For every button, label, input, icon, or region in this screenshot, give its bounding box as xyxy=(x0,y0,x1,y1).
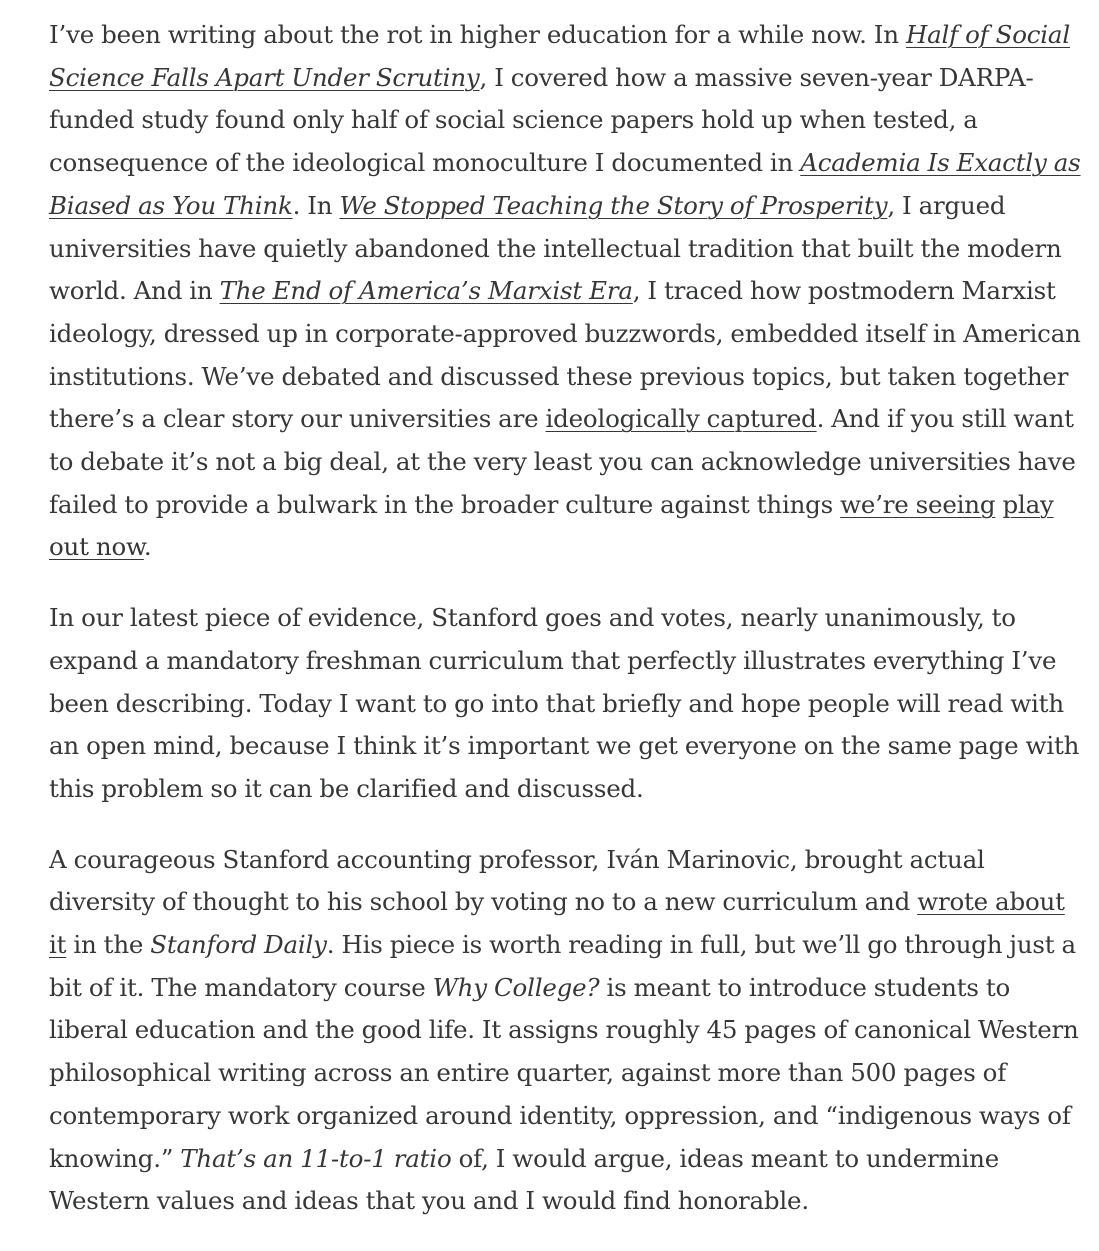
ratio-emphasis: That’s an 11-to-1 ratio xyxy=(180,1143,452,1173)
text-segment: . And if you still want to debate it’s not a big deal, at the very least you can acknowledge universities have failed to provide a bulwark in the broader culture against things xyxy=(49,404,1076,519)
text-segment: A courageous Stanford accounting professor, Iván Marinovic, brought actual diversity of thought to his school by voting no to a new curriculum and xyxy=(49,844,985,917)
course-title: Why College? xyxy=(432,972,600,1002)
text-segment: of, I would argue, ideas meant to undermine Western values and ideas that you and I would find honorable. xyxy=(49,1143,1000,1216)
text-segment: is meant to introduce students to liberal education and the good life. It assigns roughly 45 pages of canonical Western philosophical writing across an entire quarter, against more than 500 pages of contemporary work organized around identity, oppression, and “indigenous ways of knowing.” xyxy=(49,972,1079,1173)
link-wrote-about-it[interactable]: wrote about it xyxy=(49,887,1065,960)
publication-name: Stanford Daily xyxy=(150,930,327,960)
link-academia-biased[interactable]: Academia Is Exactly as Biased as You Think xyxy=(49,148,1081,220)
text-segment: . In xyxy=(292,190,340,220)
link-ideologically-captured[interactable]: ideologically captured xyxy=(545,404,817,434)
link-end-of-marxist-era[interactable]: The End of America’s Marxist Era xyxy=(219,276,633,306)
link-stopped-teaching-prosperity[interactable]: We Stopped Teaching the Story of Prosperity xyxy=(339,190,888,220)
link-half-of-social-science[interactable]: Half of Social Science Falls Apart Under Scrutiny xyxy=(49,20,1070,92)
text-segment: , I covered how a massive seven-year DARPA-funded study found only half of social science papers hold up when tested, a consequence of the ideological monoculture I documented in xyxy=(49,62,1034,178)
paragraph-3 xyxy=(49,839,1081,1223)
text-segment: . His piece is worth reading in full, but we’ll go through just a bit of it. The mandatory course xyxy=(49,930,1076,1002)
text-segment: , I traced how postmodern Marxist ideology, dressed up in corporate-approved buzzwords, embedded itself in American institutions. We’ve debated and discussed these previous topics, but taken together there’s a clear story our universities are xyxy=(49,276,1081,434)
paragraph-1 xyxy=(49,14,1081,569)
text-segment: . xyxy=(143,532,152,562)
text-segment: , I argued universities have quietly abandoned the intellectual tradition that built the modern world. And in xyxy=(49,190,1062,306)
paragraph-2 xyxy=(49,597,1081,811)
text-segment: in the xyxy=(66,930,151,960)
article-body xyxy=(49,14,1081,1251)
link-play-out-now[interactable]: play out now xyxy=(49,489,1054,562)
link-were-seeing[interactable]: we’re seeing xyxy=(840,489,996,519)
text-segment: I’ve been writing about the rot in higher education for a while now. In xyxy=(49,20,906,49)
text-segment: In our latest piece of evidence, Stanford goes and votes, nearly unanimously, to expand a mandatory freshman curriculum that perfectly illustrates everything I’ve been describing. Today I want to go into that briefly and hope people will read with an open mind, because I think it’s important we get everyone on the same page with this problem so it can be clarified and discussed. xyxy=(49,603,1080,803)
